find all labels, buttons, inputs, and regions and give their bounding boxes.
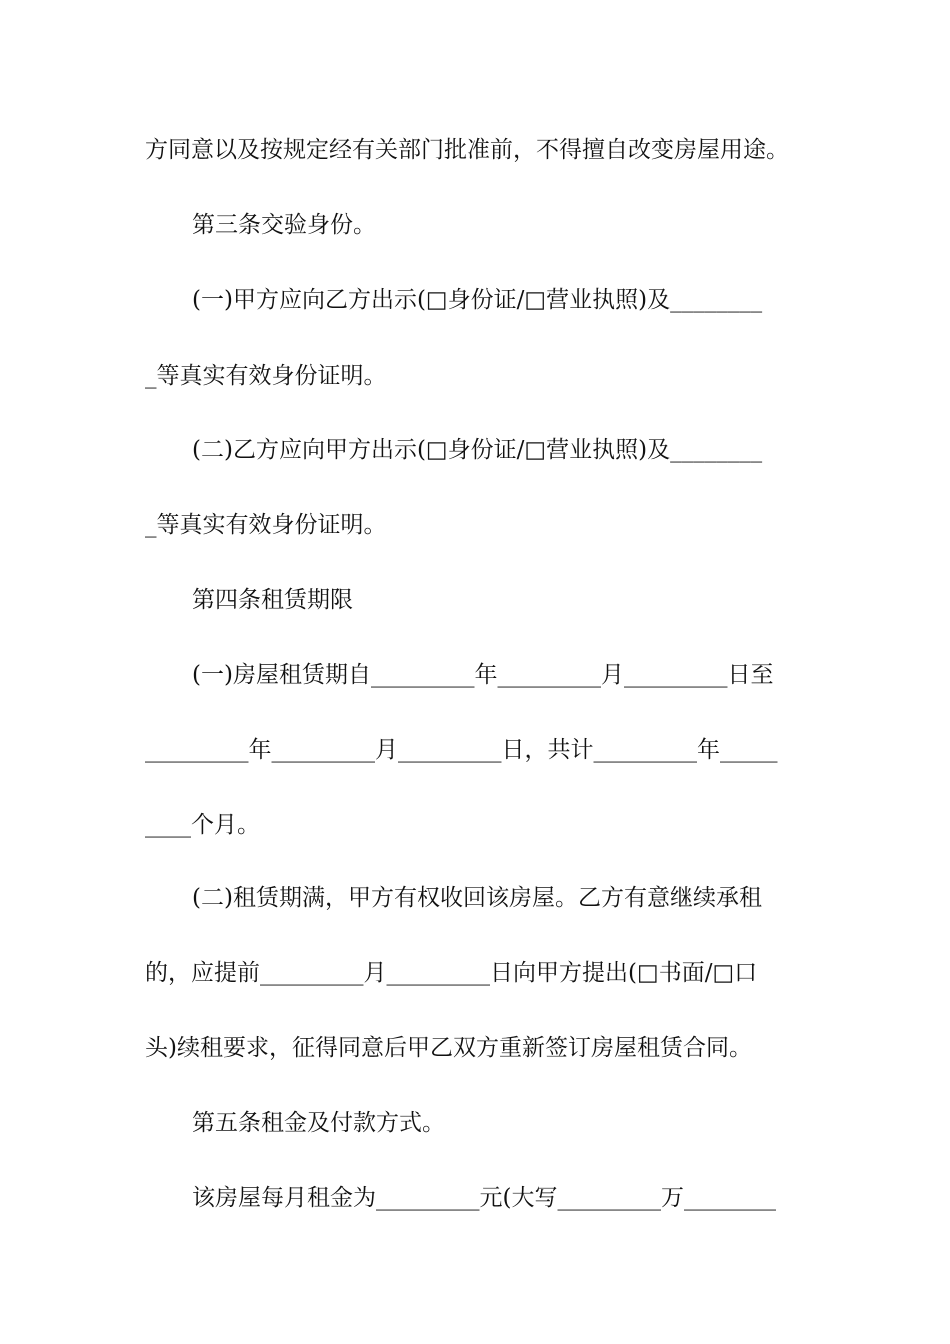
clause-4-1-end: ____个月。 — [145, 812, 260, 838]
rent-amount-line: 该房屋每月租金为_________元(大写_________万________ — [192, 1185, 776, 1211]
article-3-heading: 第三条交验身份。 — [192, 212, 376, 238]
clause-3-1-continuation: _等真实有效身份证明。 — [145, 363, 387, 389]
article-5-heading: 第五条租金及付款方式。 — [192, 1110, 445, 1136]
clause-3-2-continuation: _等真实有效身份证明。 — [145, 512, 387, 538]
clause-4-1-continuation: _________年_________月_________日，共计_________年_____ — [145, 737, 778, 763]
clause-3-1-line: (一)甲方应向乙方出示(□身份证/□营业执照)及________ — [192, 287, 763, 313]
clause-4-2-continuation: 的，应提前_________月_________日向甲方提出(□书面/□口 — [145, 960, 758, 986]
clause-4-2-line: (二)租赁期满，甲方有权收回该房屋。乙方有意继续承租 — [192, 885, 762, 911]
article-4-heading: 第四条租赁期限 — [192, 587, 353, 613]
paragraph-line: 方同意以及按规定经有关部门批准前，不得擅自改变房屋用途。 — [145, 137, 789, 163]
clause-4-2-end: 头)续租要求，征得同意后甲乙双方重新签订房屋租赁合同。 — [145, 1035, 752, 1061]
clause-4-1-line: (一)房屋租赁期自_________年_________月_________日至 — [192, 662, 774, 688]
clause-3-2-line: (二)乙方应向甲方出示(□身份证/□营业执照)及________ — [192, 437, 763, 463]
